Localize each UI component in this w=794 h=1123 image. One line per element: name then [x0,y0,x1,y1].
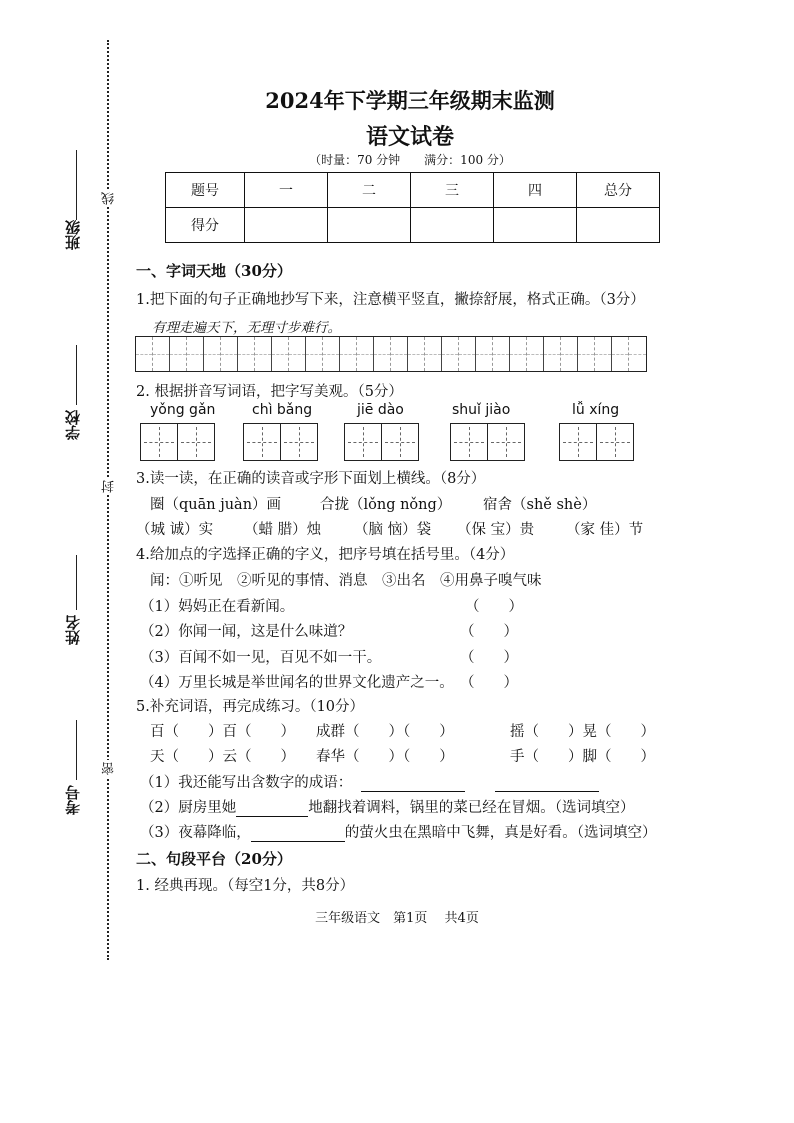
q5-sub1-blank[interactable] [495,791,599,792]
q2-tianzi-grid[interactable] [450,423,523,461]
score-table-header-row [166,173,660,208]
q3-item: （蜡 腊）烛 [244,522,322,538]
q5-sub3-text-b: 的萤火虫在黑暗中飞舞，真是好看。（选词填空） [344,825,657,841]
q2-pinyin-4: shuǐ jiào [452,402,511,418]
score-row-label: 得分 [166,208,245,243]
q2-prompt: 2. 根据拼音写词语，把字写美观。（5分） [136,384,403,400]
score-header-cell: 二 [328,173,411,208]
q5-sub3 [140,821,656,842]
q4-answer-paren[interactable]: （ ） [465,599,523,615]
q2-pinyin-5: lǚ xíng [572,402,620,418]
q1-sentence: 有理走遍天下，无理寸步难行。 [152,320,341,336]
q4-item: （4）万里长城是举世闻名的世界文化遗产之一。 [140,675,454,691]
exam-title: 2024年下学期三年级期末监测 [265,88,555,113]
score-cell[interactable] [411,208,494,243]
q5-sub1-text: （1）我还能写出含数字的成语： [140,775,353,791]
q4-answer-paren[interactable]: （ ） [460,650,518,666]
exam-subtitle: 语文试卷 [365,124,454,150]
q4-item: （2）你闻一闻，这是什么味道？ [140,624,353,640]
q3-item: （家 佳）节 [566,522,644,538]
q4-item: （3）百闻不如一见，百见不如一干。 [140,650,382,666]
q5-word[interactable]: 春华（ ）（ ） [316,749,454,765]
score-cell[interactable] [494,208,577,243]
q4-answer-paren[interactable]: （ ） [460,624,518,640]
q5-sub2-text-b: 地翻找着调料，锅里的菜已经在冒烟。（选词填空） [308,800,635,816]
q3-item: 圈（quān juàn）画 [150,497,282,513]
q5-sub1 [140,771,599,792]
score-header-cell: 三 [411,173,494,208]
score-table [165,172,660,243]
section2-q1-prompt: 1. 经典再现。（每空1分，共8分） [136,878,355,894]
score-cell[interactable] [577,208,660,243]
section2-title: 二、句段平台（20分） [136,850,292,868]
q2-tianzi-grid[interactable] [243,423,316,461]
name-label: 姓名 [64,615,82,645]
q1-prompt: 1.把下面的句子正确地抄写下来，注意横平竖直，撇捺舒展，格式正确。（3分） [136,292,645,308]
q5-word[interactable]: 手（ ）脚（ ） [510,749,655,765]
q5-sub2-text-a: （2）厨房里她 [140,800,237,816]
score-table-score-row [166,208,660,243]
q5-sub2-blank[interactable] [236,816,308,817]
cut-secret-mark: 密 [102,762,117,775]
q2-tianzi-grid[interactable] [559,423,632,461]
page-footer: 三年级语文 第1页 共4页 [315,911,479,926]
q5-word[interactable]: 摇（ ）晃（ ） [510,724,655,740]
q3-item: （城 诚）实 [136,522,214,538]
q3-item: （保 宝）贵 [457,522,535,538]
cut-seal-mark: 封 [102,480,117,493]
binding-dotted-line [107,40,109,960]
q1-writing-grid[interactable] [135,336,647,372]
q3-item: 合拢（lǒng nǒng） [320,497,452,513]
class-label: 班级 [64,220,82,250]
q4-definitions: 闻：①听见 ②听见的事情、消息 ③出名 ④用鼻子嗅气味 [150,573,542,589]
q5-prompt: 5.补充词语，再完成练习。（10分） [136,699,365,715]
school-label: 学校 [64,410,82,440]
score-header-cell: 一 [245,173,328,208]
q4-prompt: 4.给加点的字选择正确的字义，把序号填在括号里。（4分） [136,547,515,563]
q5-word[interactable]: 成群（ ）（ ） [316,724,454,740]
q2-pinyin-2: chì bǎng [252,402,313,418]
q2-tianzi-grid[interactable] [140,423,213,461]
score-cell[interactable] [245,208,328,243]
score-header-cell: 四 [494,173,577,208]
name-field-line[interactable] [76,555,77,610]
cut-line-mark: 线 [102,192,117,205]
school-field-line[interactable] [76,345,77,405]
q2-pinyin-1: yǒng gǎn [150,402,216,418]
score-header-cell: 总分 [577,173,660,208]
q5-sub1-blank[interactable] [361,791,465,792]
q5-sub3-blank[interactable] [251,841,345,842]
section1-title: 一、字词天地（30分） [136,262,292,280]
score-cell[interactable] [328,208,411,243]
q2-pinyin-3: jiē dào [357,402,404,418]
number-label: 考号 [64,785,82,815]
q3-item: （脑 恼）袋 [354,522,432,538]
q4-answer-paren[interactable]: （ ） [460,675,518,691]
score-header-cell: 题号 [166,173,245,208]
q3-item: 宿舍（shě shè） [483,497,597,513]
exam-info: （时量：70 分钟 满分：100 分） [309,153,511,167]
number-field-line[interactable] [76,720,77,780]
q5-sub3-text-a: （3）夜幕降临， [140,825,251,841]
q4-item: （1）妈妈正在看新闻。 [140,599,295,615]
q5-sub2 [140,796,634,817]
q2-tianzi-grid[interactable] [344,423,417,461]
q5-word[interactable]: 天（ ）云（ ） [150,749,295,765]
q5-word[interactable]: 百（ ）百（ ） [150,724,295,740]
q3-prompt: 3.读一读，在正确的读音或字形下面划上横线。（8分） [136,471,486,487]
